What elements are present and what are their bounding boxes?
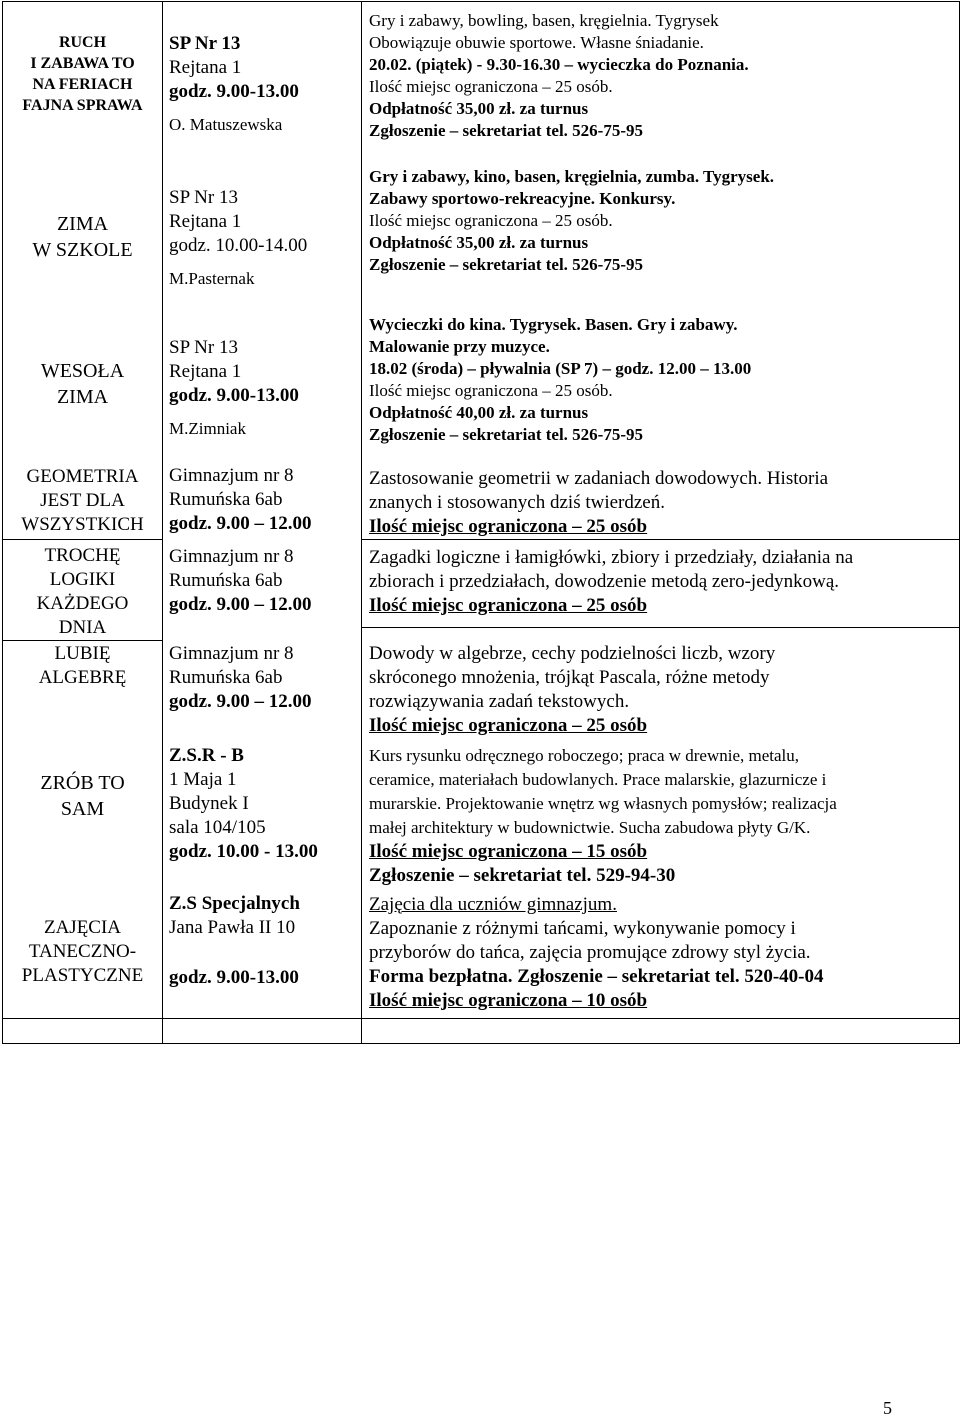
- title-ruch: RUCH I ZABAWA TO NA FERIACH FAJNA SPRAWA: [22, 34, 143, 114]
- title-zrob-to-sam: ZRÓB TO SAM: [40, 772, 125, 820]
- divider: [362, 627, 959, 628]
- loc-1: SP Nr 13 Rejtana 1 godz. 9.00-13.00 O. Matuszewska: [169, 33, 299, 134]
- empty-cell: [362, 1019, 960, 1044]
- divider: [3, 640, 162, 641]
- desc-2: Gry i zabawy, kino, basen, kręgielnia, zumba. Tygrysek. Zabawy sportowo-rekreacyjne. Konkursy. Ilość miejsc ograniczona – 25 osób. Odpłatność 35,00 zł. za turnus Zgłoszenie – sekretariat tel. 526-75-95: [369, 167, 775, 274]
- loc-8: Z.S Specjalnych Jana Pawła II 10 godz. 9.00-13.00: [169, 893, 300, 988]
- title-logika: TROCHĘ LOGIKI KAŻDEGO DNIA: [36, 545, 129, 638]
- title-geometria: GEOMETRIA JEST DLA WSZYSTKICH: [21, 466, 144, 535]
- empty-cell: [163, 1019, 362, 1044]
- title-taneczne: ZAJĘCIA TANECZNO- PLASTYCZNE: [21, 917, 144, 986]
- desc-8: Zajęcia dla uczniów gimnazjum. Zapoznanie z różnymi tańcami, wykonywanie pomocy i przyborów do tańca, zajęcia promujące zdrowy styl życia. Forma bezpłatna. Zgłoszenie – sekretariat tel. 520-40-04 Ilość miejsc ograniczona – 10 osób: [369, 894, 824, 1011]
- schedule-table: [2, 1, 960, 1044]
- empty-cell: [3, 1019, 163, 1044]
- loc-3: SP Nr 13 Rejtana 1 godz. 9.00-13.00 M.Zimniak: [169, 337, 299, 438]
- title-zima-w-szkole: ZIMA W SZKOLE: [32, 213, 133, 261]
- loc-5: Gimnazjum nr 8 Rumuńska 6ab godz. 9.00 – 12.00: [169, 546, 312, 615]
- divider: [362, 539, 959, 540]
- desc-5: Zagadki logiczne i łamigłówki, zbiory i przedziały, działania na zbiorach i przedziałach, dowodzenie metodą zero-jedynkową. Ilość miejsc ograniczona – 25 osób: [369, 547, 854, 616]
- title-wesola-zima: WESOŁA ZIMA: [40, 360, 125, 408]
- column-descriptions: [362, 2, 960, 1019]
- desc-7: Kurs rysunku odręcznego roboczego; praca w drewnie, metalu, ceramice, materiałach budowlanych. Prace malarskie, glazurnicze i murarskie. Projektowanie wnętrz wg własnych pomysłów; realizacja małej architektury w budownictwie. Sucha zabudowa płyty G/K. Ilość miejsc ograniczona – 15 osób Zgłoszenie – sekretariat tel. 529-94-30: [369, 746, 837, 886]
- loc-7: Z.S.R - B 1 Maja 1 Budynek I sala 104/105 godz. 10.00 - 13.00: [169, 745, 318, 862]
- column-locations: [163, 2, 362, 1019]
- loc-6: Gimnazjum nr 8 Rumuńska 6ab godz. 9.00 – 12.00: [169, 643, 312, 712]
- loc-2: SP Nr 13 Rejtana 1 godz. 10.00-14.00 M.Pasternak: [169, 187, 308, 288]
- desc-1: Gry i zabawy, bowling, basen, kręgielnia. Tygrysek Obowiązuje obuwie sportowe. Własne śniadanie. 20.02. (piątek) - 9.30-16.30 – wycieczka do Poznania. Ilość miejsc ograniczona – 25 osób. Odpłatność 35,00 zł. za turnus Zgłoszenie – sekretariat tel. 526-75-95: [369, 11, 749, 140]
- divider: [3, 539, 162, 540]
- page-number: 5: [883, 1398, 892, 1418]
- desc-6: Dowody w algebrze, cechy podzielności liczb, wzory skróconego mnożenia, trójkąt Pascala, różne metody rozwiązywania zadań tekstowych. Ilość miejsc ograniczona – 25 osób: [369, 643, 776, 736]
- title-algebra: LUBIĘ ALGEBRĘ: [38, 643, 127, 688]
- desc-3: Wycieczki do kina. Tygrysek. Basen. Gry i zabawy. Malowanie przy muzyce. 18.02 (środa) – pływalnia (SP 7) – godz. 12.00 – 13.00 Ilość miejsc ograniczona – 25 osób. Odpłatność 40,00 zł. za turnus Zgłoszenie – sekretariat tel. 526-75-95: [369, 315, 752, 444]
- desc-4: Zastosowanie geometrii w zadaniach dowodowych. Historia znanych i stosowanych dziś twierdzeń. Ilość miejsc ograniczona – 25 osób: [369, 468, 829, 537]
- column-titles: [3, 2, 163, 1019]
- loc-4: Gimnazjum nr 8 Rumuńska 6ab godz. 9.00 – 12.00: [169, 465, 312, 534]
